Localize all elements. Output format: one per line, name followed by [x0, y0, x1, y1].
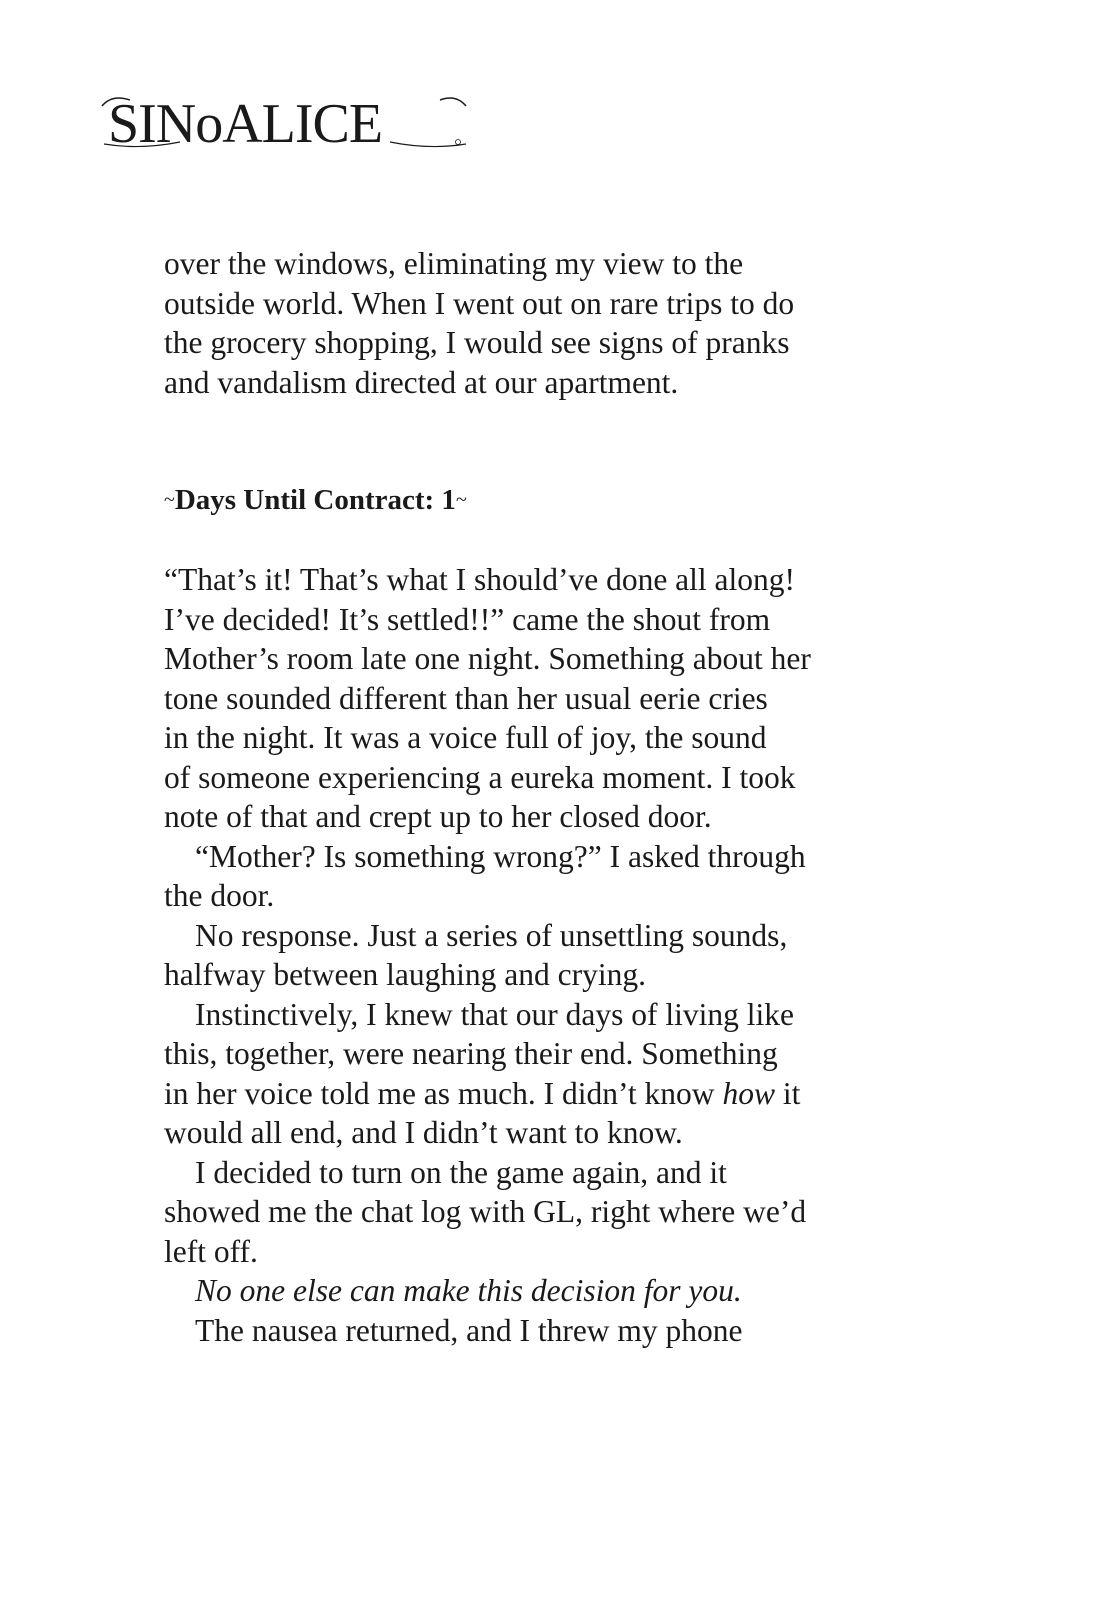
text-line: tone sounded different than her usual eerie cries — [164, 680, 768, 716]
text-line: of someone experiencing a eureka moment. I took — [164, 759, 796, 795]
text-line: I decided to turn on the game again, and it — [195, 1154, 727, 1190]
sinoalice-logo-art — [100, 92, 470, 152]
text-segment: it — [774, 1075, 801, 1111]
text-line: in the night. It was a voice full of joy, the sound — [164, 720, 767, 755]
main-text — [164, 560, 904, 1350]
text-line: “That’s it! That’s what I should’ve done all along! — [164, 562, 796, 597]
text-line: halfway between laughing and crying. — [164, 957, 646, 992]
text-line: Instinctively, I knew that our days of living like — [195, 996, 794, 1032]
text-line: the grocery shopping, I would see signs of pranks — [164, 325, 790, 360]
emphasis-word: how — [722, 1075, 775, 1111]
text-line-with-emphasis — [164, 1074, 904, 1114]
text-line: this, together, were nearing their end. Something — [164, 1036, 778, 1071]
text-line: over the windows, eliminating my view to the — [164, 246, 744, 281]
section-heading — [164, 482, 467, 518]
italic-thought-line: No one else can make this decision for you. — [195, 1273, 742, 1308]
text-line: outside world. When I went out on rare trips to do — [164, 285, 795, 321]
heading-tilde-right: ~ — [455, 489, 467, 511]
text-line: the door. — [164, 878, 275, 913]
text-line: and vandalism directed at our apartment. — [164, 364, 679, 400]
text-line: would all end, and I didn’t want to know. — [164, 1115, 683, 1150]
heading-tilde-left: ~ — [164, 489, 175, 511]
text-line: “Mother? Is something wrong?” I asked through — [195, 838, 806, 874]
text-line: I’ve decided! It’s settled!!” came the shout from — [164, 601, 771, 637]
sinoalice-logo — [100, 92, 470, 152]
heading-text: Days Until Contract: 1 — [174, 484, 456, 516]
text-line: The nausea returned, and I threw my phone — [195, 1312, 743, 1348]
opening-paragraph — [164, 244, 904, 402]
text-line: showed me the chat log with GL, right where we’d — [164, 1194, 807, 1229]
text-line: No response. Just a series of unsettling sounds, — [195, 917, 788, 953]
text-segment: in her voice told me as much. I didn’t know — [164, 1075, 723, 1111]
logo-text: SINoALICE — [108, 93, 383, 152]
text-line: left off. — [164, 1233, 258, 1269]
text-line: note of that and crept up to her closed door. — [164, 799, 712, 834]
text-line: Mother’s room late one night. Something about her — [164, 641, 811, 676]
